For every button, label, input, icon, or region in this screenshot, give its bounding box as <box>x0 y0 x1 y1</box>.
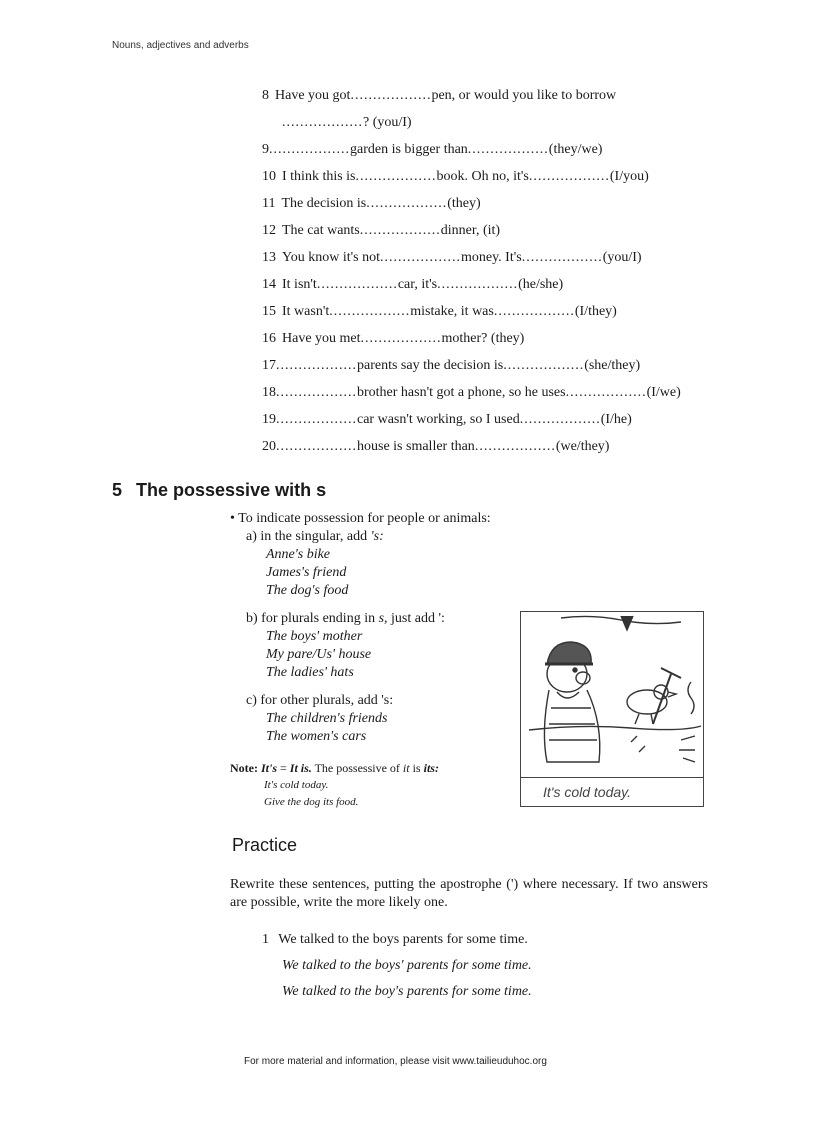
exercise-text: (I/they) <box>574 304 617 319</box>
blank-dots: .................. <box>329 304 411 319</box>
note-example: Give the dog its food. <box>264 796 359 808</box>
exercise-text: I think this is <box>282 169 356 184</box>
rule-b-head: b) for plurals ending in <box>246 611 376 626</box>
exercise-text: money. It's <box>460 250 522 265</box>
cartoon-illustration <box>520 611 704 807</box>
exercise-line <box>262 109 782 136</box>
rule-b-tail: just add ': <box>391 611 445 626</box>
note-it: it <box>402 761 410 775</box>
exercise-line <box>262 406 782 433</box>
exercise-text: ? (you/I) <box>363 115 412 130</box>
exercise-number: 10 <box>262 169 276 184</box>
exercise-text: (I/we) <box>646 385 681 400</box>
example: My pare/Us' house <box>266 647 372 662</box>
blank-dots: .................. <box>467 142 549 157</box>
practice-question <box>262 927 722 953</box>
exercise-text: (they) <box>447 196 481 211</box>
exercise-number: 12 <box>262 223 276 238</box>
section-number: 5 <box>112 480 123 500</box>
note-text: is <box>412 761 421 775</box>
note-eq: = <box>280 761 287 775</box>
blank-dots: .................. <box>493 304 575 319</box>
exercise-number: 16 <box>262 331 276 346</box>
exercise-text: dinner, (it) <box>440 223 501 238</box>
exercise-text: parents say the decision is <box>357 358 504 373</box>
exercise-number: 19 <box>262 412 276 427</box>
example: James's friend <box>266 565 347 580</box>
example: The children's friends <box>266 711 388 726</box>
exercise-line <box>262 244 782 271</box>
exercise-number: 17 <box>262 358 276 373</box>
exercise-number: 8 <box>262 88 269 103</box>
exercise-text: It wasn't <box>282 304 330 319</box>
exercise-text: (he/she) <box>518 277 564 292</box>
blank-dots: .................. <box>366 196 448 211</box>
exercise-line <box>262 217 782 244</box>
blank-dots: .................. <box>503 358 585 373</box>
exercise-number: 15 <box>262 304 276 319</box>
exercise-text: car wasn't working, so I used <box>357 412 520 427</box>
section-heading <box>112 480 326 501</box>
exercise-text: (I/you) <box>609 169 649 184</box>
practice-number: 1 <box>262 932 269 947</box>
note-head <box>230 760 530 777</box>
exercise-line <box>262 163 782 190</box>
blank-dots: .................. <box>379 250 461 265</box>
exercise-line <box>262 190 782 217</box>
note-its: It's <box>260 761 277 775</box>
exercise-text: Have you got <box>275 88 351 103</box>
section-title: The possessive with s <box>136 480 327 500</box>
exercise-text: house is smaller than <box>357 439 475 454</box>
blank-dots: .................. <box>276 412 357 427</box>
note-text: The possessive of <box>314 761 400 775</box>
practice-item <box>262 927 722 1005</box>
rule-a-head: a) in the singular, add <box>246 529 368 544</box>
exercise-text: mistake, it was <box>410 304 494 319</box>
rule-a-suffix: 's: <box>370 529 384 544</box>
blank-dots: .................. <box>437 277 519 292</box>
exercise-text: It isn't <box>282 277 317 292</box>
exercise-text: mother? (they) <box>441 331 525 346</box>
exercise-text: The decision is <box>281 196 367 211</box>
blank-dots: .................. <box>276 358 357 373</box>
exercise-number: 9 <box>262 142 269 157</box>
blank-dots: .................. <box>355 169 437 184</box>
exercise-text: (they/we) <box>548 142 603 157</box>
running-head: Nouns, adjectives and adverbs <box>112 40 249 51</box>
exercise-line <box>262 433 782 460</box>
note-it-is: It is. <box>289 761 312 775</box>
exercise-line <box>262 379 782 406</box>
exercise-number: 14 <box>262 277 276 292</box>
practice-instructions: Rewrite these sentences, putting the apostrophe (') where necessary. If two answers are possible, write the more likely one. <box>230 877 708 910</box>
exercise-text: (I/he) <box>600 412 632 427</box>
exercise-text: The cat wants <box>282 223 360 238</box>
blank-dots: .................. <box>565 385 647 400</box>
exercise-line <box>262 298 782 325</box>
practice-answer: We talked to the boys' parents for some time. <box>282 958 532 973</box>
cartoon-drawing <box>521 612 705 780</box>
rule-b <box>230 610 530 628</box>
exercise-text: car, it's <box>397 277 438 292</box>
blank-dots: .................. <box>360 331 442 346</box>
blank-dots: .................. <box>474 439 556 454</box>
blank-dots: .................. <box>521 250 603 265</box>
cartoon-caption: It's cold today. <box>521 777 703 806</box>
exercise-text: Have you met <box>282 331 361 346</box>
blank-dots: .................. <box>519 412 601 427</box>
blank-dots: .................. <box>316 277 398 292</box>
blank-dots: .................. <box>276 385 357 400</box>
practice-answer: We talked to the boy's parents for some time. <box>282 984 532 999</box>
exercise-line <box>262 352 782 379</box>
blank-dots: .................. <box>276 439 357 454</box>
exercise-number: 20 <box>262 439 276 454</box>
exercise-number: 11 <box>262 196 276 211</box>
exercise-text: brother hasn't got a phone, so he uses <box>357 385 566 400</box>
exercise-line <box>262 271 782 298</box>
note-example: It's cold today. <box>264 779 329 791</box>
rule-a <box>230 528 530 546</box>
exercise-number: 13 <box>262 250 276 265</box>
exercise-text: garden is bigger than <box>350 142 468 157</box>
blank-dots: .................. <box>528 169 610 184</box>
example: The women's cars <box>266 729 367 744</box>
blank-dots: .................. <box>350 88 432 103</box>
blank-dots: .................. <box>282 115 363 130</box>
rule-intro: • To indicate possession for people or animals: <box>230 511 491 526</box>
exercise-line <box>262 325 782 352</box>
blank-dots: .................. <box>359 223 441 238</box>
rule-c: c) for other plurals, add 's: <box>246 693 394 708</box>
exercise-text: book. Oh no, it's <box>436 169 529 184</box>
example: Anne's bike <box>266 547 331 562</box>
note-label: Note: <box>230 761 258 775</box>
blank-dots: .................. <box>269 142 350 157</box>
note-block <box>230 760 530 811</box>
exercise-text: (she/they) <box>584 358 641 373</box>
example: The dog's food <box>266 583 349 598</box>
note-its-possessive: its: <box>423 761 439 775</box>
practice-question-text: We talked to the boys parents for some time. <box>278 932 528 947</box>
exercise-line <box>262 82 782 109</box>
example: The boys' mother <box>266 629 363 644</box>
exercise-line <box>262 136 782 163</box>
rules-block <box>230 510 530 746</box>
exercise-text: pen, or would you like to borrow <box>431 88 617 103</box>
rule-b-letter: s, <box>378 611 388 626</box>
practice-heading: Practice <box>232 835 298 855</box>
exercise-text: (you/I) <box>602 250 642 265</box>
exercise-list <box>262 82 782 460</box>
exercise-number: 18 <box>262 385 276 400</box>
exercise-text: You know it's not <box>282 250 380 265</box>
exercise-text: (we/they) <box>555 439 610 454</box>
example: The ladies' hats <box>266 665 354 680</box>
footer-text: For more material and information, please visit www.tailieuduhoc.org <box>244 1056 547 1067</box>
